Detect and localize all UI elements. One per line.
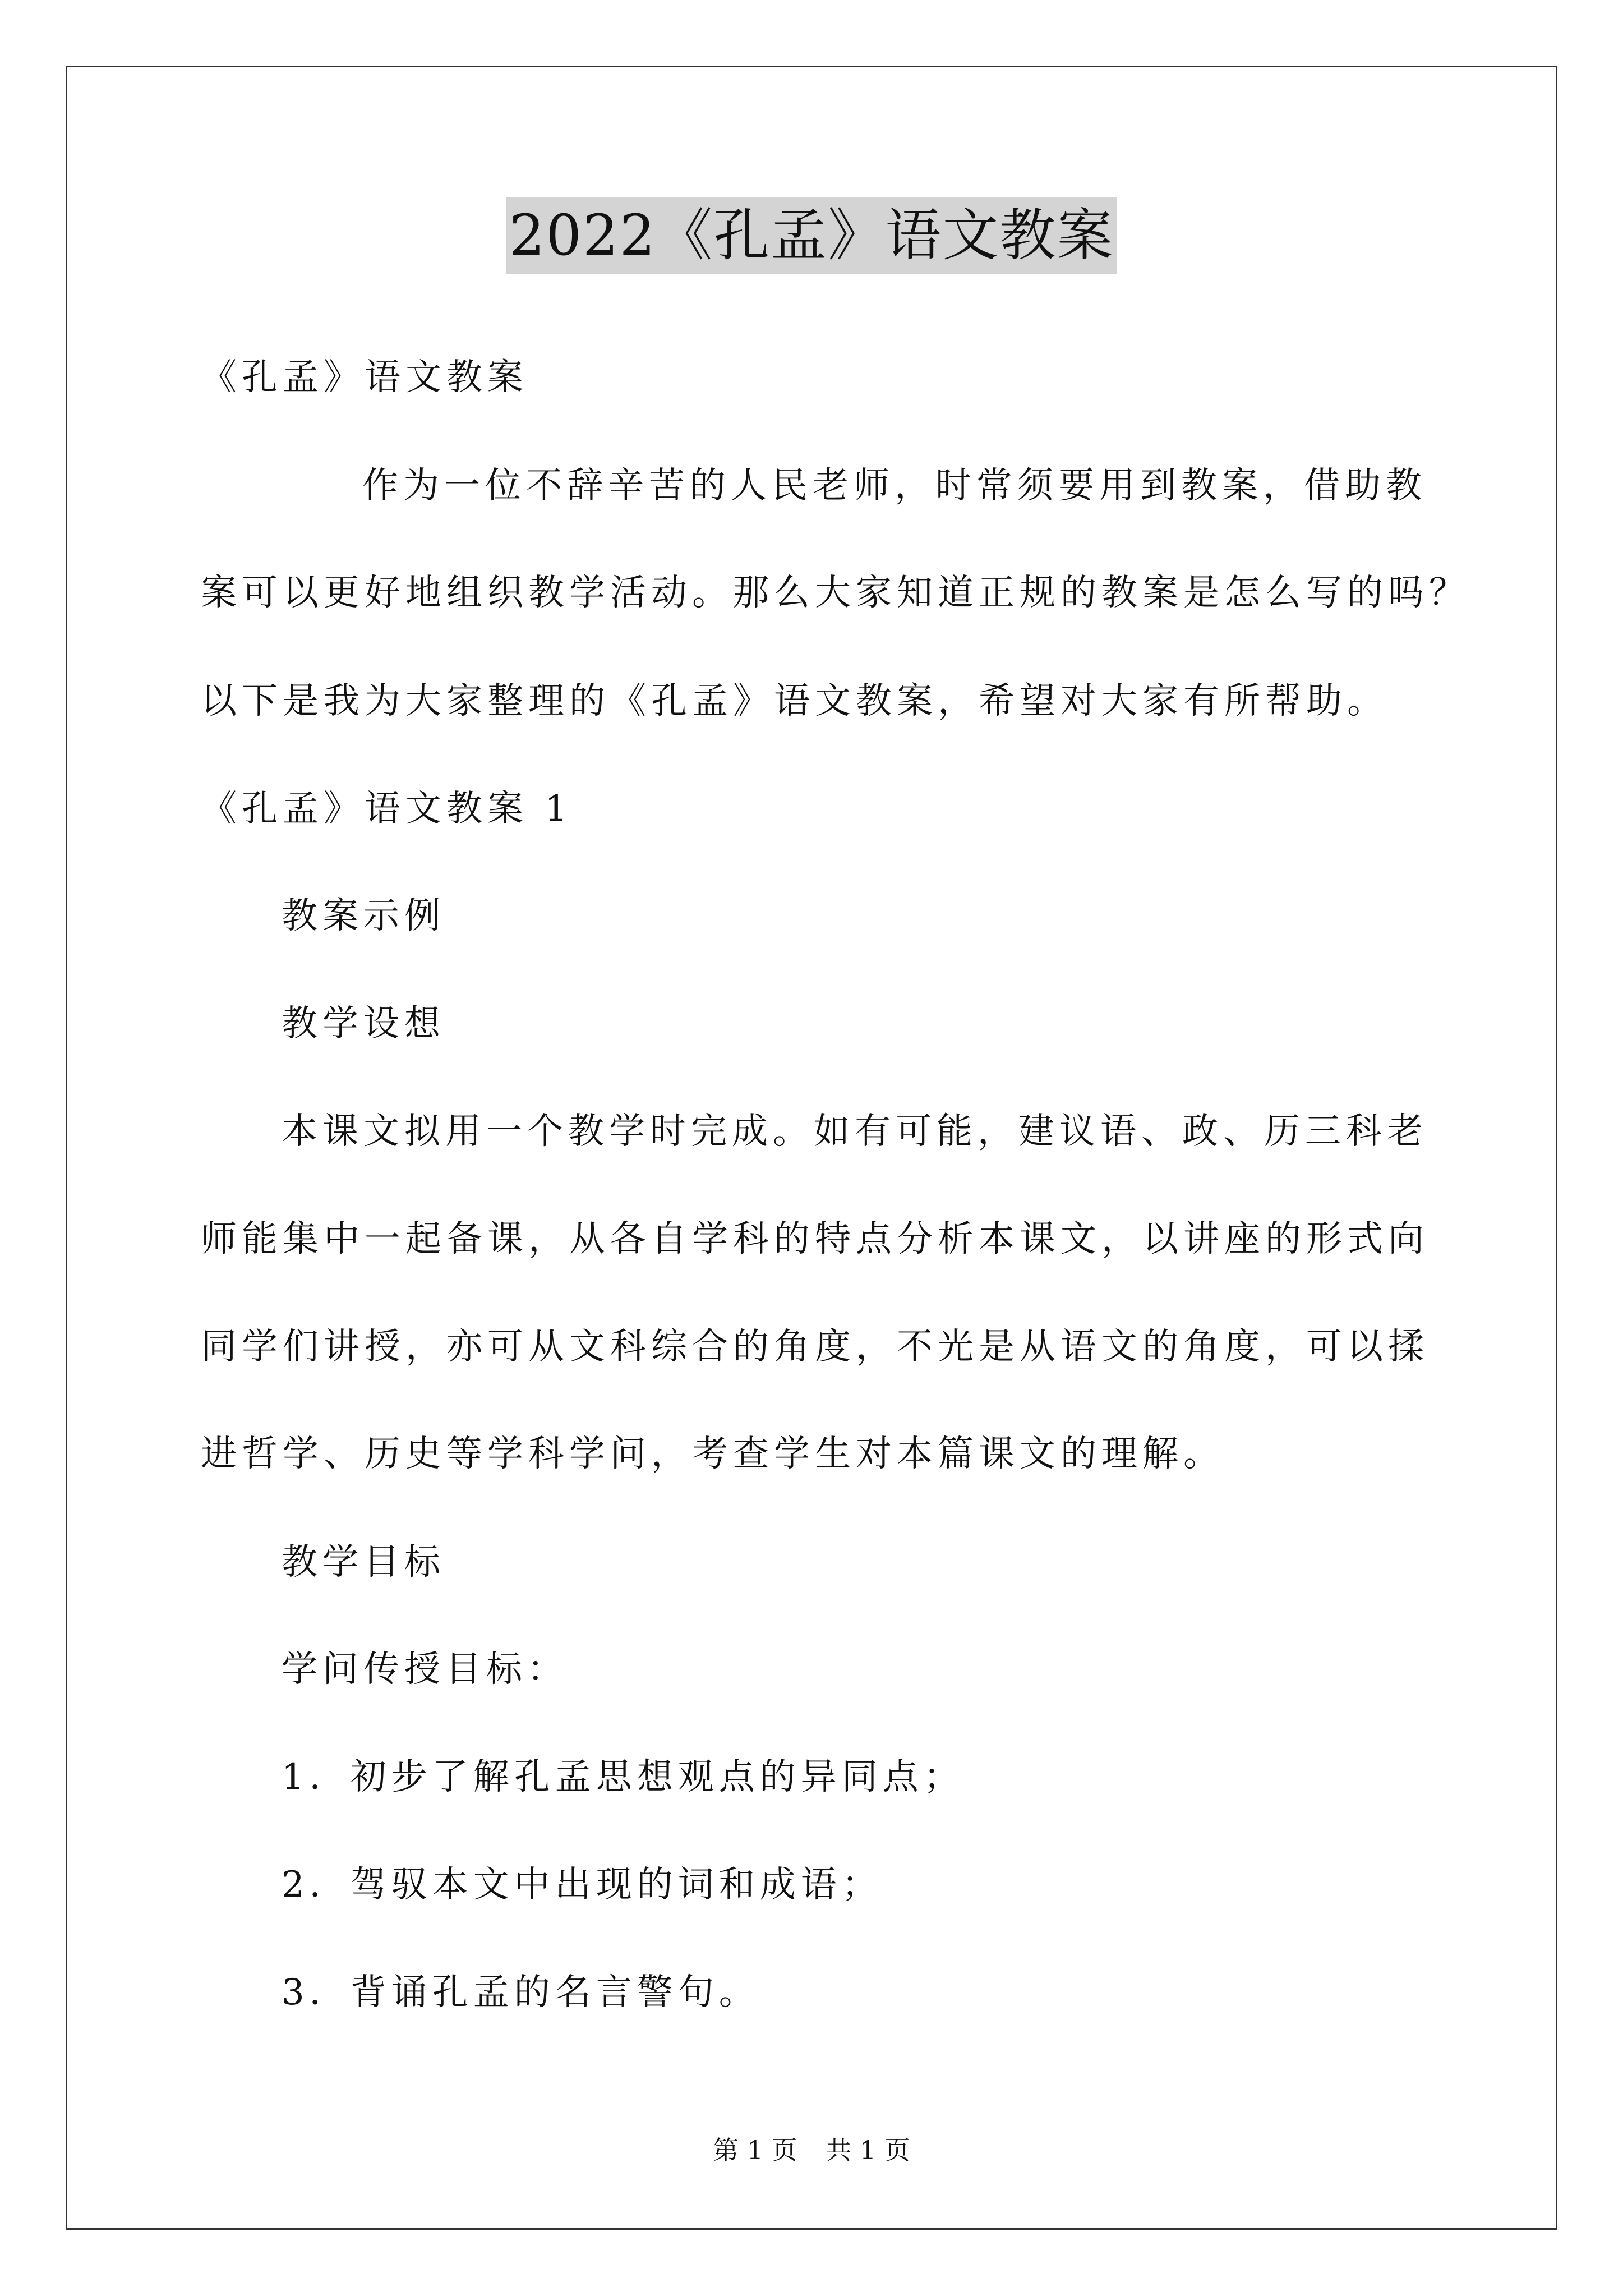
title-container [0, 197, 1623, 274]
subheading: 教案示例 [282, 895, 445, 937]
paragraph-line: 作为一位不辞辛苦的人民老师，时常须要用到教案，借助教 [362, 465, 1427, 507]
document-title: 2022《孔孟》语文教案 [506, 197, 1118, 274]
subtitle-line: 《孔孟》语文教案 [201, 357, 528, 398]
list-item: 1．初步了解孔孟思想观点的异同点； [282, 1756, 965, 1798]
paragraph-line: 师能集中一起备课，从各自学科的特点分析本课文，以讲座的形式向 [201, 1218, 1429, 1260]
subheading: 教学目标 [282, 1542, 445, 1583]
paragraph-line: 案可以更好地组织教学活动。那么大家知道正规的教案是怎么写的吗？ [201, 572, 1470, 614]
page-total: 共 1 页 [826, 2135, 910, 2165]
subheading: 学问传授目标： [282, 1649, 568, 1690]
list-item: 2．驾驭本文中出现的词和成语； [282, 1864, 883, 1906]
list-item: 3．背诵孔孟的名言警句。 [282, 1972, 760, 2013]
page-number: 第 1 页 [713, 2135, 797, 2165]
paragraph-line: 进哲学、历史等学科学问，考查学生对本篇课文的理解。 [201, 1433, 1224, 1475]
page-footer [0, 2133, 1623, 2167]
paragraph-line: 本课文拟用一个教学时完成。如有可能，建议语、政、历三科老 [282, 1111, 1428, 1152]
section-heading: 《孔孟》语文教案 1 [201, 788, 573, 830]
subheading: 教学设想 [282, 1003, 445, 1045]
paragraph-line: 同学们讲授，亦可从文科综合的角度，不光是从语文的角度，可以揉 [201, 1326, 1429, 1368]
paragraph-line: 以下是我为大家整理的《孔孟》语文教案，希望对大家有所帮助。 [201, 680, 1388, 722]
